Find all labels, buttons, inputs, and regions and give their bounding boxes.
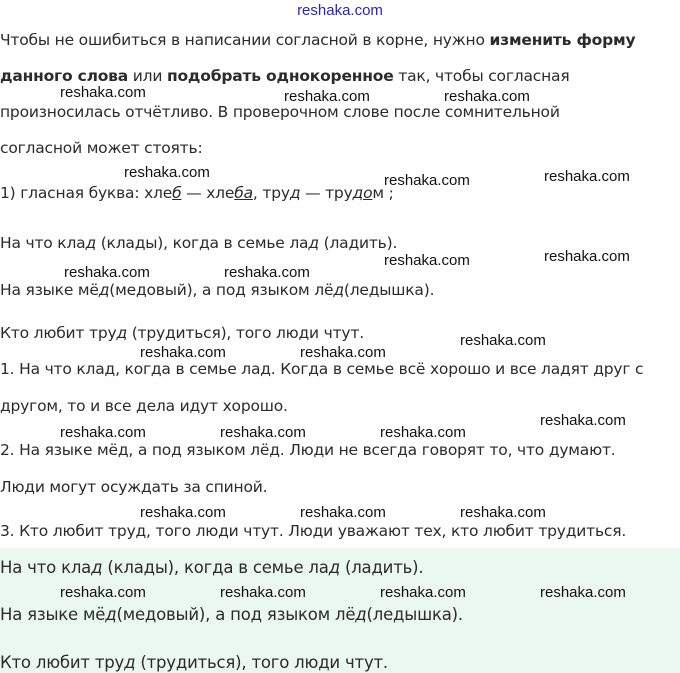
- intro-text: так, чтобы согласная: [393, 67, 570, 85]
- proverb-text: (ладить).: [318, 234, 398, 252]
- watermark: reshaka.com: [220, 424, 306, 441]
- proverb-3: [0, 324, 364, 342]
- intro-line-2: [0, 67, 569, 85]
- proverb-letter: д: [85, 234, 96, 252]
- rule-letter: до: [352, 184, 373, 202]
- proverb-letter: д: [328, 558, 340, 577]
- watermark: reshaka.com: [544, 248, 630, 265]
- watermark: reshaka.com: [444, 88, 530, 105]
- intro-text: или: [128, 67, 167, 85]
- watermark: reshaka.com: [60, 424, 146, 441]
- watermark: reshaka.com: [300, 504, 386, 521]
- intro-line-4: согласной может стоять:: [0, 139, 203, 157]
- explanation-3: 2. На языке мёд, а под языком лёд. Люди не всегда говорят то, что думают.: [0, 441, 616, 459]
- watermark: reshaka.com: [284, 88, 370, 105]
- intro-text: Чтобы не ошибиться в написании согласной в корне, нужно: [0, 31, 490, 49]
- proverb-letter: д: [105, 605, 117, 624]
- rule-text: 1) гласная буква: хле: [0, 184, 173, 202]
- watermark: reshaka.com: [540, 412, 626, 429]
- rule-letter: д: [289, 184, 301, 202]
- proverb-text: (медовый), а под языком лё: [116, 605, 356, 624]
- proverb-text: На языке мё: [0, 281, 99, 299]
- explanation-2: другом, то и все дела идут хорошо.: [0, 397, 288, 415]
- watermark: reshaka.com: [384, 172, 470, 189]
- proverb-letter: д: [355, 605, 367, 624]
- proverb-letter: д: [308, 234, 319, 252]
- watermark: reshaka.com: [140, 344, 226, 361]
- rule-text: м ;: [372, 184, 394, 202]
- watermark: reshaka.com: [60, 84, 146, 101]
- site-title[interactable]: reshaka.com: [297, 2, 383, 19]
- intro-bold: данного слова: [0, 67, 129, 85]
- proverb-text: (ледышка).: [343, 281, 435, 299]
- explanation-5: 3. Кто любит труд, того люди чтут. Люди уважают тех, кто любит трудиться.: [0, 522, 627, 540]
- watermark: reshaka.com: [460, 504, 546, 521]
- proverb-text: Кто любит тру: [0, 324, 117, 342]
- watermark: reshaka.com: [64, 264, 150, 281]
- proverb-letter: д: [116, 324, 127, 342]
- intro-line-3: произносилась отчётливо. В проверочном слове после сомнительной: [0, 103, 560, 121]
- watermark: reshaka.com: [380, 424, 466, 441]
- proverb-text: Кто любит тру: [0, 653, 125, 672]
- rule-text: , тру: [252, 184, 290, 202]
- watermark: reshaka.com: [300, 344, 386, 361]
- watermark: reshaka.com: [384, 252, 470, 269]
- intro-bold: изменить форму: [489, 31, 636, 49]
- proverb-text: (трудиться), того люди чтут.: [135, 653, 388, 672]
- answer-proverb-3: [0, 653, 388, 672]
- proverb-text: (ледышка).: [366, 605, 463, 624]
- rule-1: [0, 184, 394, 202]
- rule-letter: б: [172, 184, 182, 202]
- proverb-text: (клады), когда в семье ла: [102, 558, 329, 577]
- proverb-text: На что кла: [0, 558, 92, 577]
- proverb-letter: д: [91, 558, 103, 577]
- proverb-text: (клады), когда в семье ла: [95, 234, 309, 252]
- watermark: reshaka.com: [460, 332, 546, 349]
- watermark: reshaka.com: [380, 584, 466, 601]
- proverb-text: На что кла: [0, 234, 86, 252]
- watermark: reshaka.com: [220, 584, 306, 601]
- explanation-4: Люди могут осуждать за спиной.: [0, 478, 268, 496]
- proverb-letter: д: [98, 281, 110, 299]
- rule-text: — тру: [300, 184, 353, 202]
- intro-bold: подобрать однокоренное: [166, 67, 394, 85]
- watermark: reshaka.com: [224, 264, 310, 281]
- watermark: reshaka.com: [60, 584, 146, 601]
- proverb-text: (трудиться), того люди чтут.: [126, 324, 364, 342]
- answer-proverb-2: [0, 605, 463, 624]
- explanation-1: 1. На что клад, когда в семье лад. Когда в семье всё хорошо и все ладят друг с: [0, 360, 644, 378]
- watermark: reshaka.com: [540, 584, 626, 601]
- proverb-text: (ладить).: [339, 558, 424, 577]
- watermark: reshaka.com: [544, 168, 630, 185]
- rule-text: — хле: [181, 184, 235, 202]
- proverb-1: [0, 234, 397, 252]
- watermark: reshaka.com: [124, 164, 210, 181]
- proverb-text: (медовый), а под языком лё: [109, 281, 334, 299]
- intro-line-1: [0, 31, 635, 49]
- answer-proverb-1: [0, 558, 423, 577]
- rule-letter: ба: [234, 184, 253, 202]
- watermark: reshaka.com: [140, 504, 226, 521]
- proverb-2: [0, 281, 434, 299]
- proverb-letter: д: [124, 653, 136, 672]
- proverb-letter: д: [333, 281, 344, 299]
- proverb-text: На языке мё: [0, 605, 106, 624]
